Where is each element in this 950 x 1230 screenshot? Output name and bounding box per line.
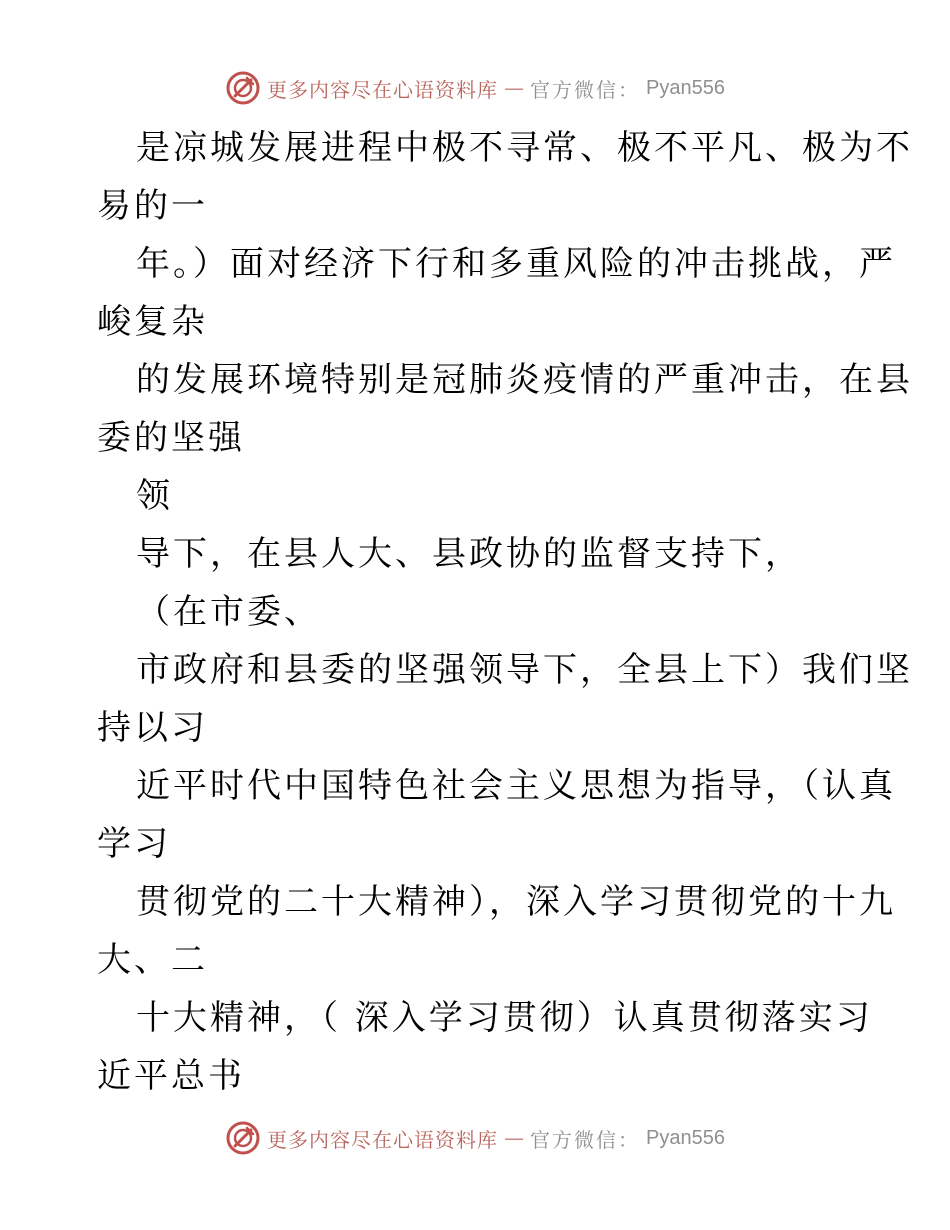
logo-icon [225,70,261,106]
text-line: 贯彻党的二十大精神），深入学习贯彻党的十九 [136,882,896,922]
text-line: 导下，在县人大、县政协的监督支持下， [136,534,802,574]
text-line: 十大精神，（ 深入学习贯彻）认真贯彻落实习 [136,998,873,1038]
text-line: 的发展环境特别是冠肺炎疫情的严重冲击，在县 [136,360,913,400]
text-line: 峻复杂 [97,302,208,342]
watermark-brand-text: 更多内容尽在心语资料库 [267,77,499,102]
header-watermark [0,70,950,106]
watermark-brand-text: 更多内容尽在心语资料库 [267,1127,499,1152]
text-line: 是凉城发展进程中极不寻常、极不平凡、极为不 [136,128,913,168]
footer-watermark [0,1120,950,1156]
text-line: 持以习 [97,708,208,748]
text-line: 市政府和县委的坚强领导下，全县上下）我们坚 [136,650,913,690]
watermark-wechat-id: Pyan556 [646,76,725,99]
text-line: 近平时代中国特色社会主义思想为指导，（认真 [136,766,896,806]
watermark-separator: — [504,1126,525,1150]
text-line: 大、二 [97,940,208,980]
text-line: 易的一 [97,186,208,226]
text-line: 年。）面对经济下行和多重风险的冲击挑战，严 [136,244,896,284]
logo-icon [225,1120,261,1156]
watermark-official-label: 官方微信： [530,1127,641,1152]
text-line: 学习 [97,824,171,864]
text-line: （在市委、 [136,592,321,632]
watermark-separator: — [504,76,525,100]
text-line: 领 [136,476,173,516]
watermark-official-label: 官方微信： [530,77,641,102]
watermark-wechat-id: Pyan556 [646,1126,725,1149]
text-line: 近平总书 [97,1056,245,1096]
text-line: 委的坚强 [97,418,245,458]
